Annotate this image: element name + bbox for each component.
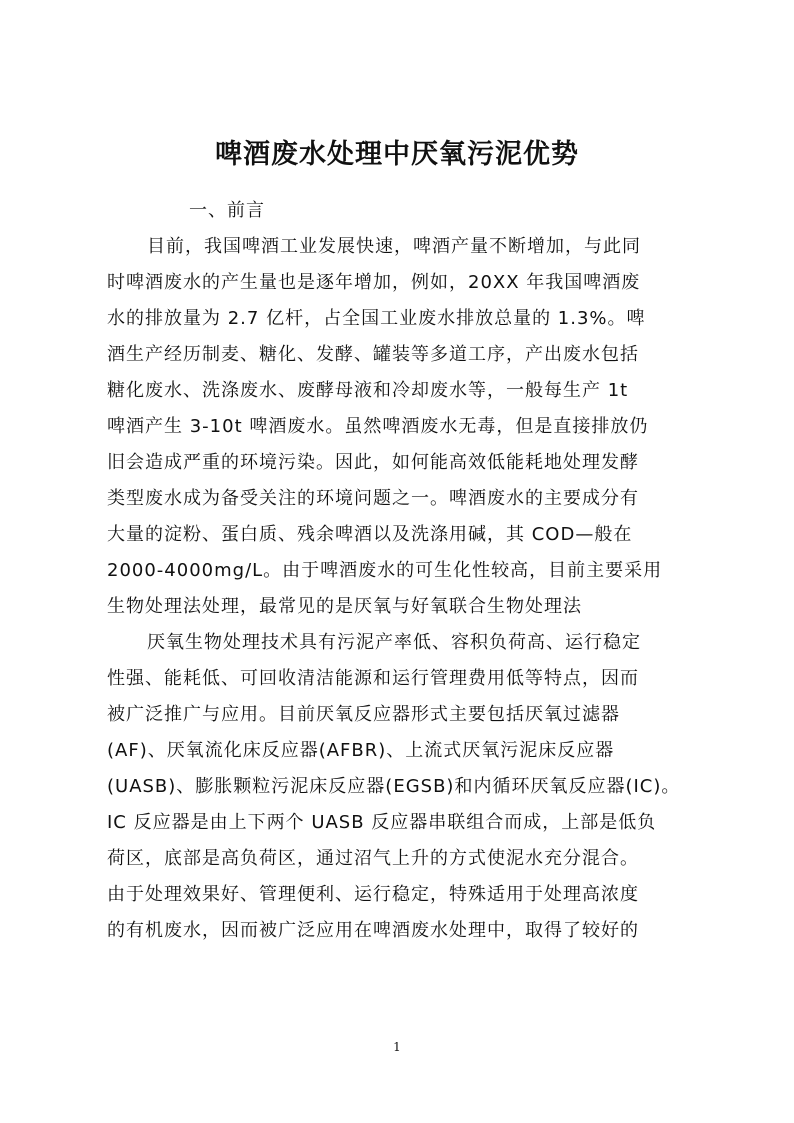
paragraph-1 xyxy=(107,229,695,625)
paragraph-line: 大量的淀粉、蛋白质、残余啤酒以及洗涤用碱，其 COD—般在 xyxy=(107,524,633,545)
paragraph-line: 啤酒产生 3-10t 啤酒废水。虽然啤酒废水无毒，但是直接排放仍 xyxy=(107,416,649,437)
paragraph-line: 厌氧生物处理技术具有污泥产率低、容积负荷高、运行稳定 xyxy=(147,632,641,653)
paragraph-line: (AF)、厌氧流化床反应器(AFBR)、上流式厌氧污泥床反应器 xyxy=(107,740,615,761)
paragraph-line: 荷区，底部是高负荷区，通过沼气上升的方式使泥水充分混合。 xyxy=(107,848,639,869)
paragraph-line: 的有机废水，因而被广泛应用在啤酒废水处理中，取得了较好的 xyxy=(107,920,639,941)
document-body xyxy=(107,193,695,949)
paragraph-line: 水的排放量为 2.7 亿杆，占全国工业废水排放总量的 1.3%。啤 xyxy=(107,308,646,329)
paragraph-line: 旧会造成严重的环境污染。因此，如何能高效低能耗地处理发酵 xyxy=(107,452,639,473)
paragraph-line: 目前，我国啤酒工业发展快速，啤酒产量不断增加，与此同 xyxy=(147,236,641,257)
document-title: 啤酒废水处理中厌氧污泥优势 xyxy=(215,139,579,170)
section-heading: 一、前言 xyxy=(189,200,265,221)
paragraph-2 xyxy=(107,625,695,949)
paragraph-line: 被广泛推广与应用。目前厌氧反应器形式主要包括厌氧过滤器 xyxy=(107,704,620,725)
paragraph-line: 类型废水成为备受关注的环境问题之一。啤酒废水的主要成分有 xyxy=(107,488,639,509)
paragraph-line: 生物处理法处理，最常见的是厌氧与好氧联合生物处理法 xyxy=(107,596,582,617)
paragraph-line: 性强、能耗低、可回收清洁能源和运行管理费用低等特点，因而 xyxy=(107,668,639,689)
page-number: 1 xyxy=(393,1040,401,1054)
paragraph-line: (UASB)、膨胀颗粒污泥床反应器(EGSB)和内循环厌氧反应器(IC)。 xyxy=(107,776,681,797)
paragraph-line: 糖化废水、洗涤废水、废酵母液和冷却废水等，一般每生产 1t xyxy=(107,380,629,401)
paragraph-line: 2000-4000mg/L。由于啤酒废水的可生化性较高，目前主要采用 xyxy=(107,560,663,581)
paragraph-line: IC 反应器是由上下两个 UASB 反应器串联组合而成，上部是低负 xyxy=(107,812,657,833)
paragraph-line: 时啤酒废水的产生量也是逐年增加，例如，20XX 年我国啤酒废 xyxy=(107,272,641,293)
paragraph-line: 由于处理效果好、管理便利、运行稳定，特殊适用于处理高浓度 xyxy=(107,884,639,905)
paragraph-line: 酒生产经历制麦、糖化、发酵、罐装等多道工序，产出废水包括 xyxy=(107,344,639,365)
